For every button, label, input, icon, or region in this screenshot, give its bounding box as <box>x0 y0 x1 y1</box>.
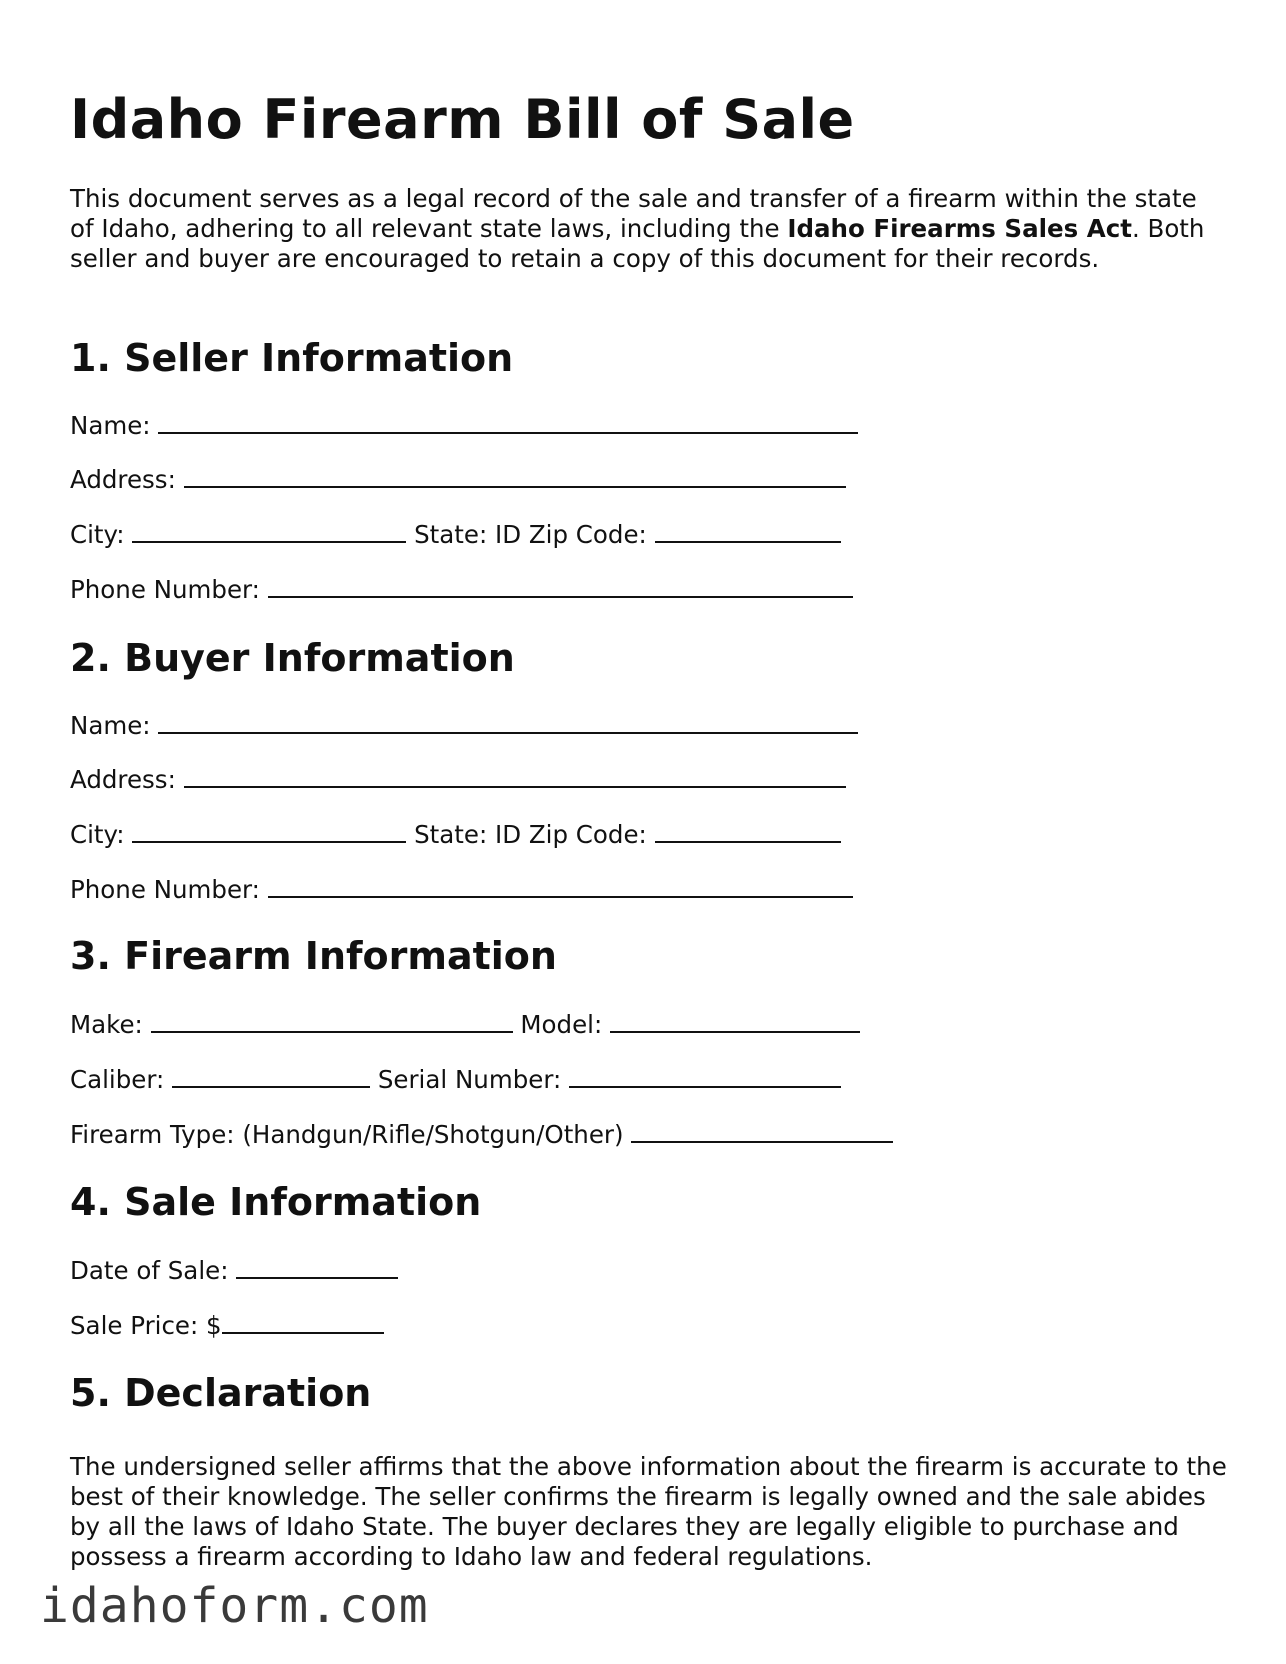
buyer-zip-field[interactable] <box>655 819 841 843</box>
buyer-zip-label: Zip Code: <box>528 820 647 849</box>
sale-price-row <box>70 1310 384 1340</box>
buyer-phone-field[interactable] <box>268 874 853 898</box>
buyer-address-row <box>70 764 846 794</box>
firearm-caliber-field[interactable] <box>172 1064 370 1088</box>
seller-city-label: City: <box>70 520 125 549</box>
seller-city-field[interactable] <box>132 519 406 543</box>
site-watermark: idahoform.com <box>40 1578 429 1634</box>
intro-text-start: This document serves as a legal record of the sale and transfer of a firearm within the state of Idaho, adhering to all relevant state laws, including the <box>70 184 1197 243</box>
sale-section-heading: 4. Sale Information <box>70 1180 482 1224</box>
firearm-caliber-row <box>70 1064 841 1094</box>
seller-phone-field[interactable] <box>268 574 853 598</box>
seller-state-label: State: ID <box>414 520 522 549</box>
seller-phone-label: Phone Number: <box>70 575 260 604</box>
sale-price-label: Sale Price: $ <box>70 1311 222 1340</box>
buyer-phone-label: Phone Number: <box>70 875 260 904</box>
firearm-make-field[interactable] <box>151 1009 513 1033</box>
sale-date-field[interactable] <box>236 1255 398 1279</box>
seller-name-field[interactable] <box>158 410 858 434</box>
firearm-type-field[interactable] <box>631 1119 893 1143</box>
buyer-address-field[interactable] <box>184 764 846 788</box>
buyer-name-row <box>70 710 858 740</box>
intro-act-name: Idaho Firearms Sales Act <box>787 214 1132 243</box>
firearm-make-label: Make: <box>70 1010 143 1039</box>
document-title: Idaho Firearm Bill of Sale <box>70 88 855 151</box>
seller-city-row <box>70 519 841 549</box>
firearm-make-row <box>70 1009 860 1039</box>
firearm-caliber-label: Caliber: <box>70 1065 165 1094</box>
buyer-name-field[interactable] <box>158 710 858 734</box>
seller-zip-field[interactable] <box>655 519 841 543</box>
sale-date-row <box>70 1255 398 1285</box>
seller-address-row <box>70 464 846 494</box>
buyer-address-label: Address: <box>70 765 176 794</box>
seller-address-label: Address: <box>70 465 176 494</box>
buyer-section-heading: 2. Buyer Information <box>70 636 515 680</box>
declaration-section-heading: 5. Declaration <box>70 1371 372 1415</box>
firearm-model-field[interactable] <box>610 1009 860 1033</box>
seller-address-field[interactable] <box>184 464 846 488</box>
declaration-text: The undersigned seller affirms that the above information about the firearm is accurate to the best of their knowledge. The seller confirms the firearm is legally owned and the sale abides by all the laws of Idaho State. The buyer declares they are legally eligible to purchase and possess a firearm according to Idaho law and federal regulations. <box>70 1452 1227 1571</box>
seller-section-heading: 1. Seller Information <box>70 336 514 380</box>
seller-name-label: Name: <box>70 411 151 440</box>
firearm-model-label: Model: <box>520 1010 603 1039</box>
sale-price-field[interactable] <box>222 1310 384 1334</box>
firearm-type-label: Firearm Type: (Handgun/Rifle/Shotgun/Other) <box>70 1120 624 1149</box>
buyer-city-row <box>70 819 841 849</box>
buyer-name-label: Name: <box>70 711 151 740</box>
buyer-city-field[interactable] <box>132 819 406 843</box>
intro-text-end: . Both seller and buyer are encouraged to retain a copy of this document for their records. <box>70 214 1205 273</box>
seller-name-row <box>70 410 858 440</box>
sale-date-label: Date of Sale: <box>70 1256 229 1285</box>
intro-paragraph <box>70 184 1220 274</box>
firearm-serial-label: Serial Number: <box>377 1065 562 1094</box>
buyer-state-label: State: ID <box>414 820 522 849</box>
seller-zip-label: Zip Code: <box>528 520 647 549</box>
firearm-serial-field[interactable] <box>569 1064 841 1088</box>
seller-phone-row <box>70 574 853 604</box>
firearm-type-row <box>70 1119 893 1149</box>
buyer-phone-row <box>70 874 853 904</box>
firearm-section-heading: 3. Firearm Information <box>70 934 557 978</box>
buyer-city-label: City: <box>70 820 125 849</box>
